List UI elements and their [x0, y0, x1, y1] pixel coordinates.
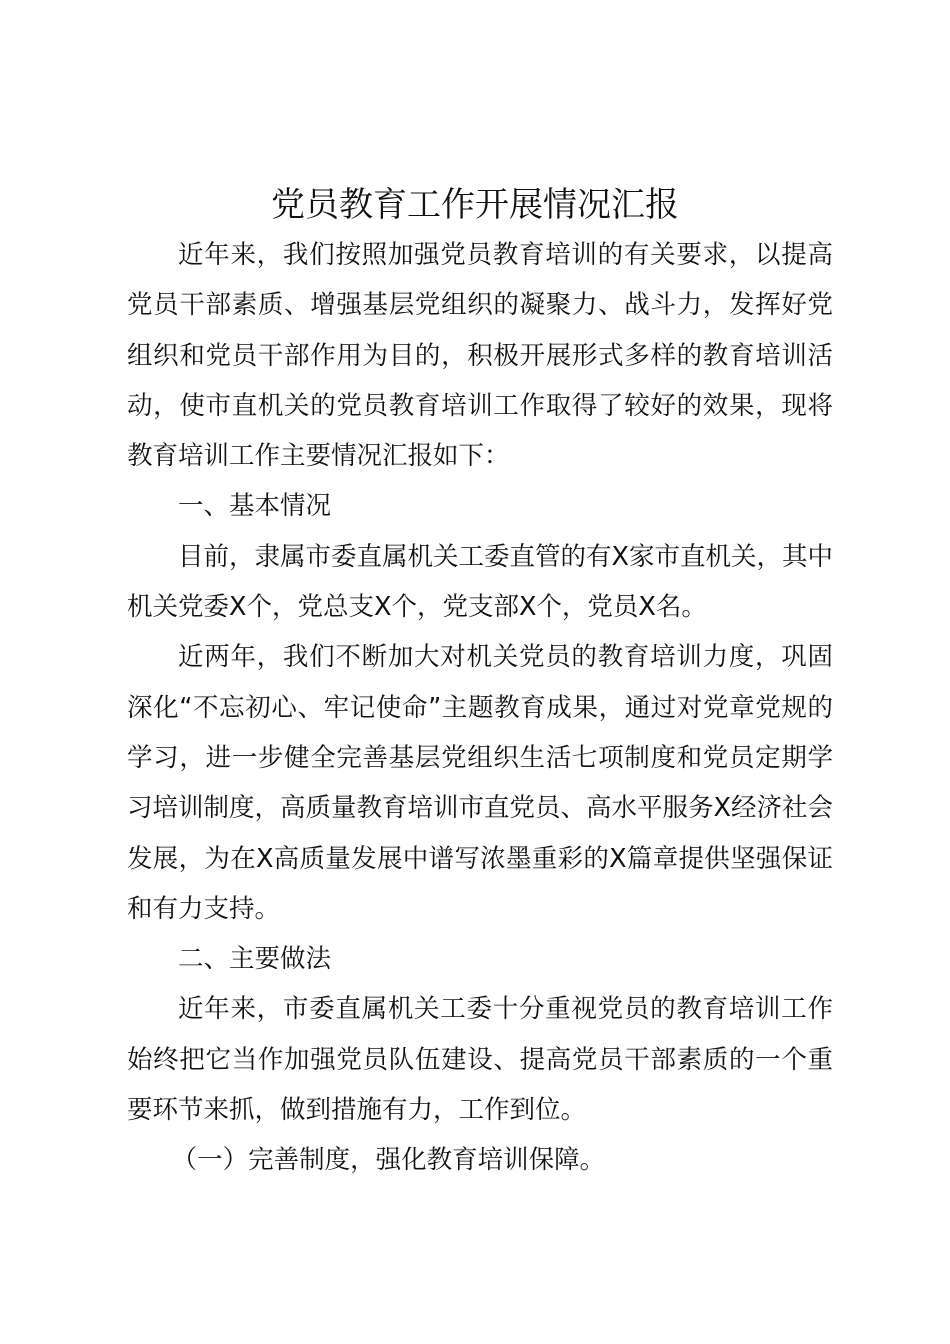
section-heading-basic: 一、基本情况 — [178, 491, 332, 522]
document-body — [127, 230, 833, 1186]
paragraph-recent-years: 近两年，我们不断加大对机关党员的教育培训力度，巩固深化“不忘初心、牢记使命”主题教育成果，通过对党章党规的学习，进一步健全完善基层党组织生活七项制度和党员定期学习培训制度，高质量教育培训市直党员、高水平服务X经济社会发展，为在X高质量发展中谱写浓墨重彩的X篇章提供坚强保证和有力支持。 — [127, 642, 833, 924]
paragraph-intro: 近年来，我们按照加强党员教育培训的有关要求，以提高党员干部素质、增强基层党组织的凝聚力、战斗力，发挥好党组织和党员干部作用为目的，积极开展形式多样的教育培训活动，使市直机关的党员教育培训工作取得了较好的效果，现将教育培训工作主要情况汇报如下： — [127, 240, 833, 472]
document-title: 党员教育工作开展情况汇报 — [271, 185, 679, 225]
subsection-heading-1: （一）完善制度，强化教育培训保障。 — [171, 1145, 606, 1176]
paragraph-methods-intro: 近年来，市委直属机关工委十分重视党员的教育培训工作始终把它当作加强党员队伍建设、提高党员干部素质的一个重要环节来抓，做到措施有力，工作到位。 — [127, 994, 833, 1126]
paragraph-basic-info: 目前，隶属市委直属机关工委直管的有X家市直机关，其中机关党委X个，党总支X个，党支部X个，党员X名。 — [127, 541, 833, 623]
section-heading-methods: 二、主要做法 — [178, 944, 332, 975]
